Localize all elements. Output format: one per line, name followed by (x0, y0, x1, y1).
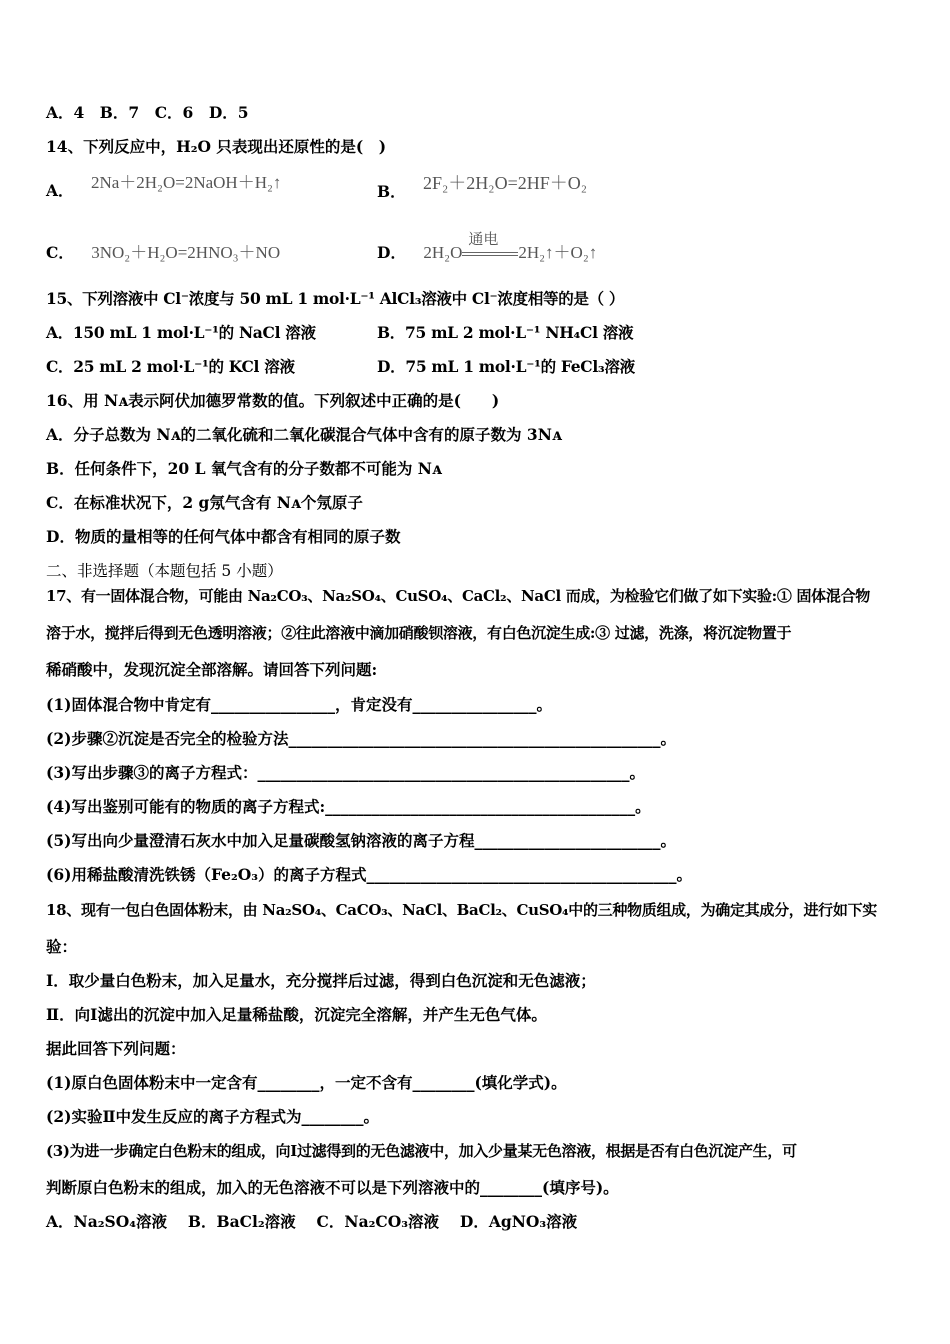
q18-part2: (2)实验Ⅱ中发生反应的离子方程式为________。 (46, 1107, 380, 1126)
q16-option-b: B．任何条件下，20 L 氧气含有的分子数都不可能为 Nᴀ (46, 459, 442, 478)
q17-stem-line2: 溶于水，搅拌后得到无色透明溶液；②往此溶液中滴加硝酸钡溶液，有白色沉淀生成:③ 过滤，洗涤，将沉淀物置于 (46, 624, 792, 642)
q14-option-b (377, 173, 588, 202)
q18-stem-line1: 18、现有一包白色固体粉末，由 Na₂SO₄、CaCO₃、NaCl、BaCl₂、CuSO₄中的三种物质组成，为确定其成分，进行如下实 (46, 901, 877, 919)
q14-c-label: C． (46, 243, 74, 262)
q14-b-label: B． (377, 182, 406, 201)
q17-part1: (1)固体混合物中肯定有________________，肯定没有________________。 (46, 695, 552, 714)
q14-a-label: A． (46, 181, 74, 200)
q17-stem-line1: 17、有一固体混合物，可能由 Na₂CO₃、Na₂SO₄、CuSO₄、CaCl₂、NaCl 而成，为检验它们做了如下实验:① 固体混合物 (46, 587, 870, 605)
q18-part1: (1)原白色固体粉末中一定含有________，一定不含有________(填化学式)。 (46, 1073, 567, 1092)
q14-a-equation: 2Na＋2H₂O=2NaOH＋H₂↑ (90, 173, 282, 192)
q17-stem-line3: 稀硝酸中，发现沉淀全部溶解。请回答下列问题: (46, 660, 378, 679)
q18-part3-line1: (3)为进一步确定白色粉末的组成，向Ⅰ过滤得到的无色滤液中，加入少量某无色溶液，根据是否有白色沉淀产生，可 (46, 1142, 797, 1160)
q14-option-d (377, 230, 598, 263)
q17-part4: (4)写出鉴别可能有的物质的离子方程式:________________________________________。 (46, 797, 651, 816)
q15-option-c: C．25 mL 2 mol·L⁻¹的 KCl 溶液 (46, 357, 295, 376)
q14-option-a (46, 173, 282, 201)
q15-option-b: B．75 mL 2 mol·L⁻¹ NH₄Cl 溶液 (377, 323, 634, 342)
q14-d-condition: 通电 (468, 230, 499, 248)
q16-option-a: A．分子总数为 Nᴀ的二氧化硫和二氧化碳混合气体中含有的原子数为 3Nᴀ (46, 425, 562, 444)
q14-option-c (46, 243, 280, 263)
q14-d-label: D． (377, 243, 406, 262)
q15-option-d: D．75 mL 1 mol·L⁻¹的 FeCl₃溶液 (377, 357, 635, 376)
q17-part2: (2)步骤②沉淀是否完全的检验方法________________________________________________。 (46, 729, 676, 748)
q18-step2: Ⅱ．向Ⅰ滤出的沉淀中加入足量稀盐酸，沉淀完全溶解，并产生无色气体。 (46, 1005, 547, 1024)
q14-d-line-top (462, 252, 518, 253)
q15-stem: 15、下列溶液中 Cl⁻浓度与 50 mL 1 mol·L⁻¹ AlCl₃溶液中 Cl⁻浓度相等的是（ ） (46, 289, 625, 308)
q17-part6: (6)用稀盐酸清洗铁锈（Fe₂O₃）的离子方程式________________________________________。 (46, 865, 693, 884)
q14-d-equation-left: 2H₂O (423, 243, 463, 262)
q14-d-line-bottom (462, 255, 518, 256)
q18-part3-line2: 判断原白色粉末的组成，加入的无色溶液不可以是下列溶液中的________(填序号)。 (46, 1178, 619, 1197)
q14-b-equation: 2F₂＋2H₂O=2HF＋O₂ (423, 173, 588, 193)
q18-options: A．Na₂SO₄溶液 B．BaCl₂溶液 C．Na₂CO₃溶液 D．AgNO₃溶液 (46, 1212, 578, 1231)
q17-part3: (3)写出步骤③的离子方程式：________________________________________________。 (46, 763, 645, 782)
q16-stem: 16、用 Nᴀ表示阿伏加德罗常数的值。下列叙述中正确的是( ) (46, 391, 500, 410)
q14-d-equation-right: 2H₂↑＋O₂↑ (518, 243, 598, 262)
q16-option-c: C．在标准状况下，2 g氖气含有 Nᴀ个氖原子 (46, 493, 363, 512)
q13-options: A．4 B．7 C．6 D．5 (46, 103, 249, 122)
section-heading: 二、非选择题（本题包括 5 小题） (46, 562, 283, 580)
q18-stem-line2: 验： (46, 937, 78, 956)
q14-stem: 14、下列反应中，H₂O 只表现出还原性的是( ) (46, 137, 387, 156)
q17-part5: (5)写出向少量澄清石灰水中加入足量碳酸氢钠溶液的离子方程________________________。 (46, 831, 676, 850)
q16-option-d: D．物质的量相等的任何气体中都含有相同的原子数 (46, 527, 401, 546)
q15-option-a: A．150 mL 1 mol·L⁻¹的 NaCl 溶液 (46, 323, 316, 342)
q18-intro: 据此回答下列问题： (46, 1039, 186, 1058)
q14-c-equation: 3NO₂＋H₂O=2HNO₃＋NO (91, 243, 281, 262)
q14-d-condition-arrow (462, 230, 518, 263)
q18-step1: Ⅰ．取少量白色粉末，加入足量水，充分搅拌后过滤，得到白色沉淀和无色滤液； (46, 971, 596, 990)
